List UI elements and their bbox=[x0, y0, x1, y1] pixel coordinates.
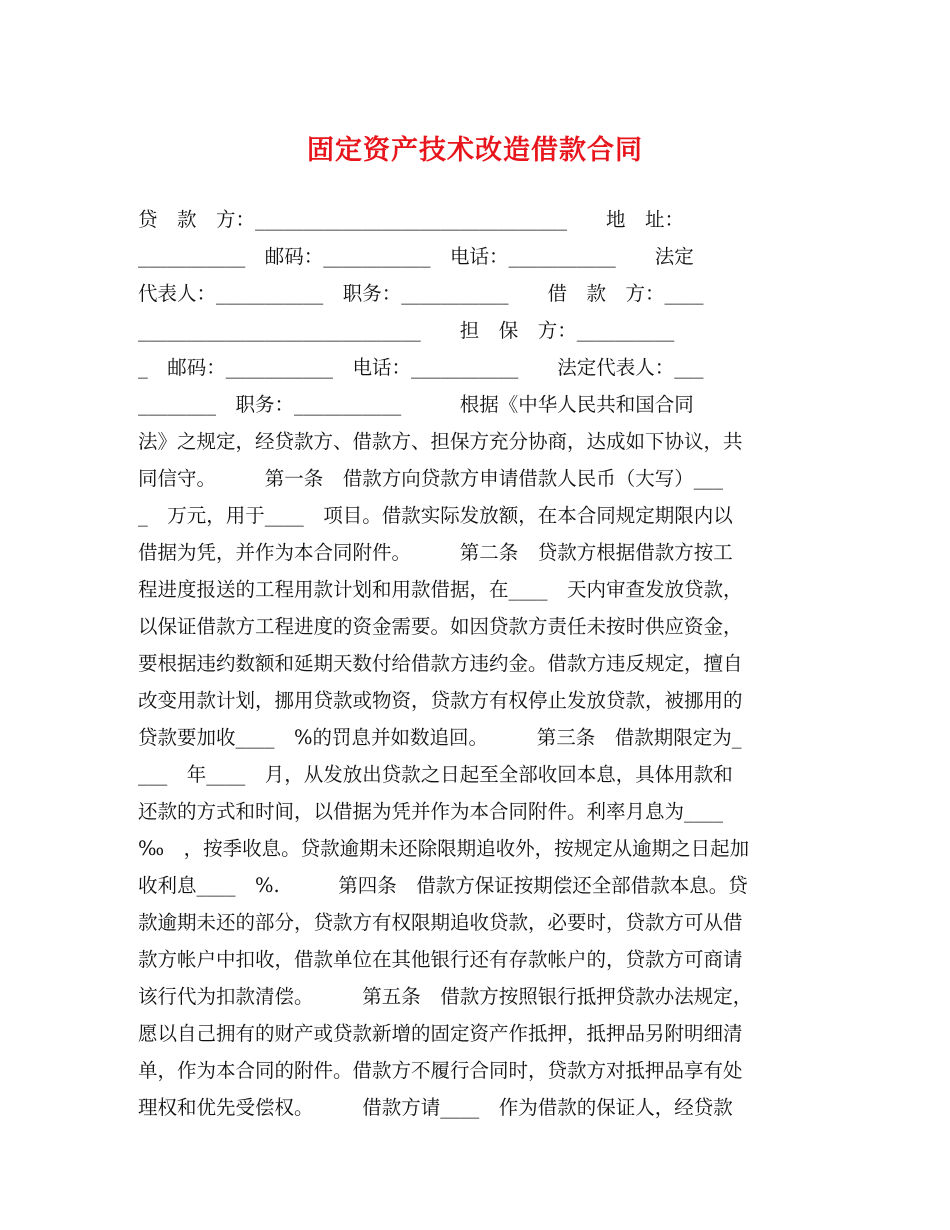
contract-line: _ 万元，用于____ 项目。借款实际发放额，在本合同规定期限内以 bbox=[138, 504, 733, 527]
contract-line: 同信守。 第一条 借款方向贷款方申请借款人民币（大写）___ bbox=[138, 467, 724, 490]
contract-line: 程进度报送的工程用款计划和用款借据，在____ 天内审查发放贷款， bbox=[138, 578, 743, 601]
contract-line: _ 邮码：___________ 电话：___________ 法定代表人：___ bbox=[138, 356, 704, 379]
contract-body bbox=[138, 201, 818, 1126]
contract-line: 借据为凭，并作为本合同附件。 第二条 贷款方根据借款方按工 bbox=[138, 541, 733, 564]
page-title: 固定资产技术改造借款合同 bbox=[307, 135, 643, 166]
contract-line: 款逾期未还的部分，贷款方有权限期追收贷款，必要时，贷款方可从借 bbox=[138, 911, 743, 934]
contract-line: ___ 年____ 月，从发放出贷款之日起至全部收回本息，具体用款和 bbox=[138, 763, 733, 786]
contract-line: ________ 职务：___________ 根据《中华人民共和国合同 bbox=[138, 393, 694, 416]
contract-line: 还款的方式和时间，以借据为凭并作为本合同附件。利率月息为____ bbox=[138, 800, 724, 823]
contract-line: ___________ 邮码：___________ 电话：___________ 法定 bbox=[138, 245, 694, 268]
contract-line: 法》之规定，经贷款方、借款方、担保方充分协商，达成如下协议，共 bbox=[138, 430, 743, 453]
contract-line: 该行代为扣款清偿。 第五条 借款方按照银行抵押贷款办法规定， bbox=[138, 985, 753, 1008]
contract-line: 改变用款计划，挪用贷款或物资，贷款方有权停止发放贷款，被挪用的 bbox=[138, 689, 743, 712]
contract-line: 愿以自己拥有的财产或贷款新增的固定资产作抵押，抵押品另附明细清 bbox=[138, 1022, 743, 1045]
contract-line: 代表人：___________ 职务：___________ 借 款 方：____ bbox=[138, 282, 704, 305]
contract-line: 单，作为本合同的附件。借款方不履行合同时，贷款方对抵押品享有处 bbox=[138, 1059, 743, 1082]
contract-line: 要根据违约数额和延期天数付给借款方违约金。借款方违反规定，擅自 bbox=[138, 652, 743, 675]
contract-line: 贷款要加收____ %的罚息并如数追回。 第三条 借款期限定为_ bbox=[138, 726, 742, 749]
contract-line: 理权和优先受偿权。 借款方请____ 作为借款的保证人，经贷款 bbox=[138, 1096, 733, 1119]
contract-line: 款方帐户中扣收，借款单位在其他银行还有存款帐户的，贷款方可商请 bbox=[138, 948, 743, 971]
contract-line: 以保证借款方工程进度的资金需要。如因贷款方责任未按时供应资金， bbox=[138, 615, 743, 638]
contract-line: 贷 款 方：________________________________ 地 址： bbox=[138, 208, 685, 231]
contract-line: ‰ ，按季收息。贷款逾期未还除限期追收外，按规定从逾期之日起加 bbox=[138, 837, 750, 860]
contract-line: _____________________________ 担 保 方：__________ bbox=[138, 319, 675, 342]
contract-line: 收利息____ %. 第四条 借款方保证按期偿还全部借款本息。贷 bbox=[138, 874, 748, 897]
